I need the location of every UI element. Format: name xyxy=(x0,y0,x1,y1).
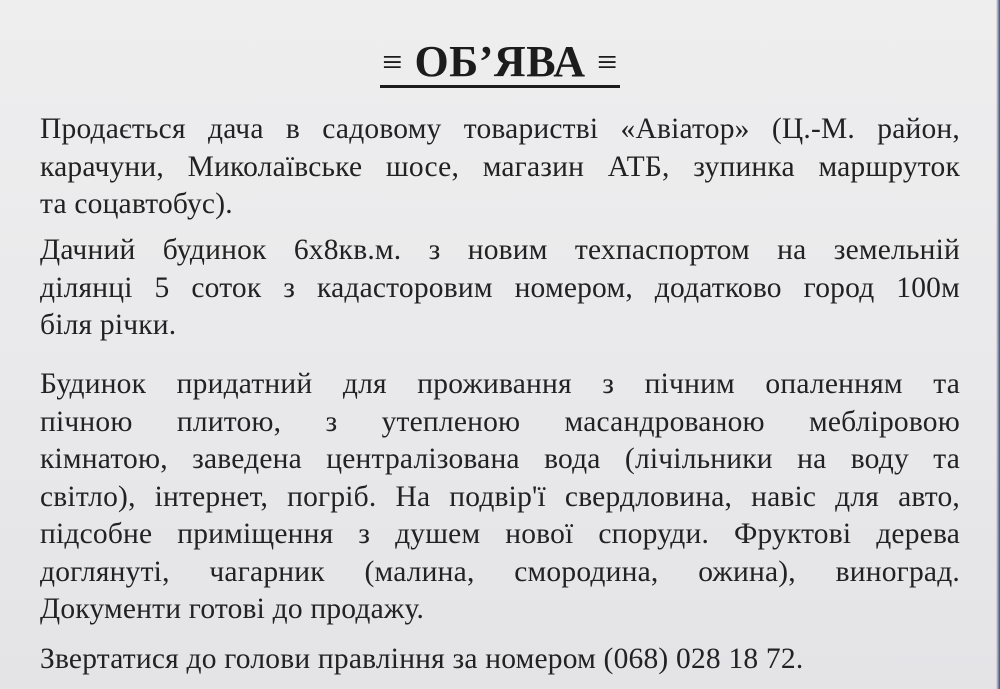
left-triple-bar-icon: ≡ xyxy=(382,42,403,82)
paragraph-line: Продається дача в садовому товаристві «Авіатор» (Ц.-М. район, xyxy=(40,113,960,145)
paragraph-line: пічною плитою, з утепленою масандрованою мебліровою xyxy=(40,405,960,438)
paragraph-line: Документи готові до продажу. xyxy=(40,593,425,625)
paragraph-line: світло), інтернет, погріб. На подвір'ї свердловина, навіс для авто, xyxy=(40,480,960,513)
right-triple-bar-icon: ≡ xyxy=(597,42,618,82)
paragraph-line: ділянці 5 соток з кадасторовим номером, додатково город 100м xyxy=(40,271,960,304)
paragraph-house xyxy=(40,232,960,345)
paragraph-line: кімнатою, заведена централізована вода (лічільники на воду та xyxy=(40,443,960,475)
paragraph-line: доглянуті, чагарник (малина, смородина, ожина), виноград. xyxy=(40,555,960,588)
paper-edge-shadow xyxy=(996,0,1000,689)
notice-title-text: ОБ’ЯВА xyxy=(414,37,586,86)
notice-title xyxy=(0,34,1000,90)
paragraph-amenities xyxy=(40,366,960,629)
contact-line: Звертатися до голови правління за номером (068) 028 18 72. xyxy=(40,643,804,675)
paragraph-line: підсобне приміщення з душем нової споруди. Фруктові дерева xyxy=(40,518,960,550)
paragraph-line: карачуни, Миколаївське шосе, магазин АТБ, зупинка маршруток xyxy=(40,150,960,183)
paragraph-contact xyxy=(40,641,960,679)
paragraph-line: біля річки. xyxy=(40,309,177,341)
paragraph-line: Дачний будинок 6х8кв.м. з новим техпаспортом на земельній xyxy=(40,234,960,266)
paragraph-line: та соцавтобус). xyxy=(40,188,233,220)
notice-title-underlined xyxy=(380,39,620,88)
paragraph-location xyxy=(40,111,960,224)
paragraph-line: Будинок придатний для проживання з пічним опаленням та xyxy=(40,368,960,400)
